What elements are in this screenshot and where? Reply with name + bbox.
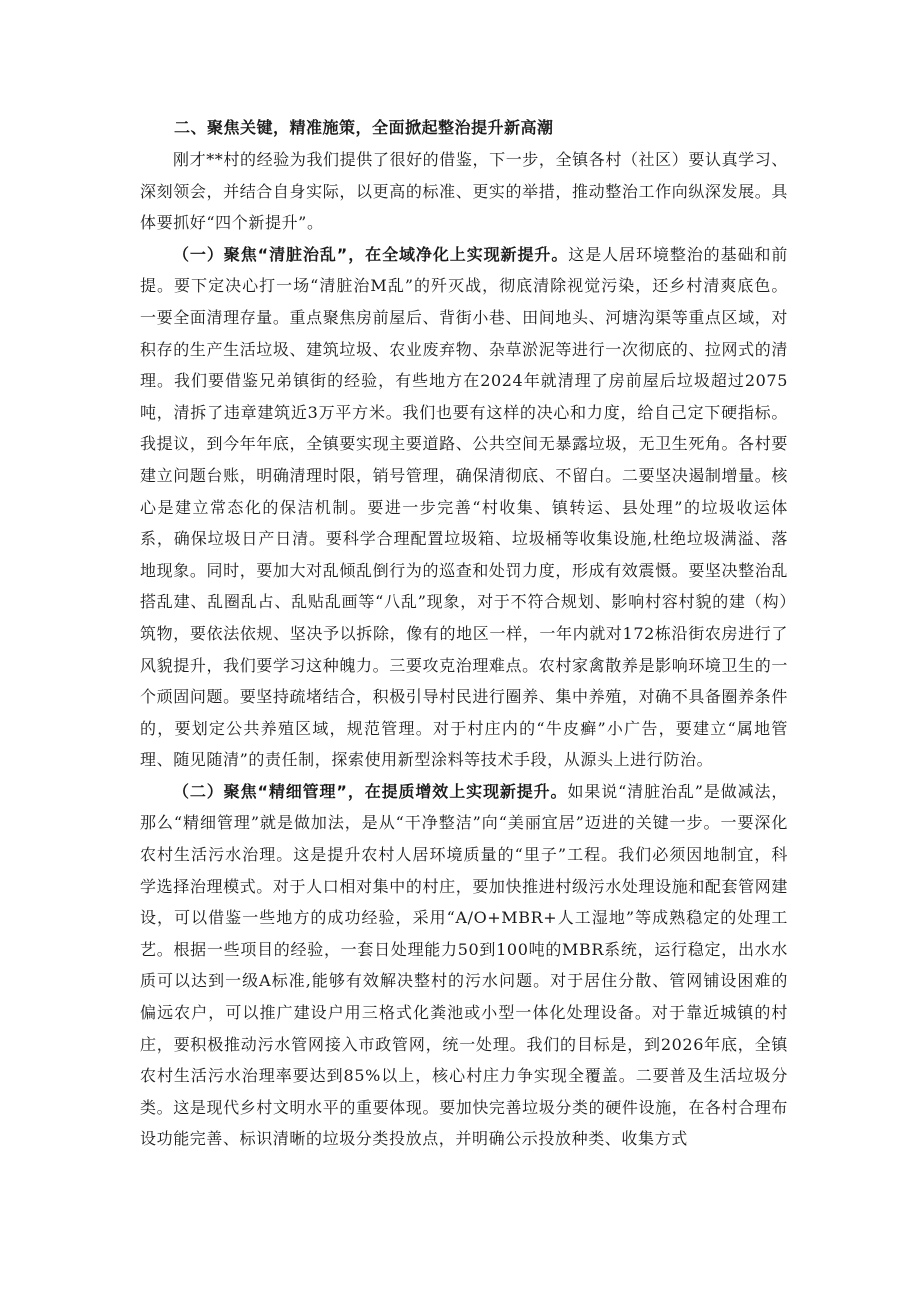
section1-paragraph xyxy=(140,239,788,776)
section2-lead: （二）聚焦“精细管理”，在提质增效上实现新提升。 xyxy=(173,781,568,801)
section1-lead: （一）聚焦“清脏治乱”，在全域净化上实现新提升。 xyxy=(173,244,569,264)
section2-paragraph xyxy=(140,776,788,1155)
document-page xyxy=(140,112,788,1155)
intro-paragraph: 刚才**村的经验为我们提供了很好的借鉴，下一步，全镇各村（社区）要认真学习、深刻领会，并结合自身实际，以更高的标准、更实的举措，推动整治工作向纵深发展。具体要抓好“四个新提升”。 xyxy=(140,150,788,233)
section2-body: 如果说“清脏治乱”是做减法，那么“精细管理”就是做加法，是从“干净整洁”向“美丽宜居”迈进的关键一步。一要深化农村生活污水治理。这是提升农村人居环境质量的“里子”工程。我们必须因地制宜，科学选择治理模式。对于人口相对集中的村庄，要加快推进村级污水处理设施和配套管网建设，可以借鉴一些地方的成功经验，采用“A/O+MBR+人工湿地”等成熟稳定的处理工艺。根据一些项目的经验，一套日处理能力50到100吨的MBR系统，运行稳定，出水水质可以达到一级A标准,能够有效解决整村的污水问题。对于居住分散、管网铺设困难的偏远农户，可以推广建设户用三格式化粪池或小型一体化处理设备。对于靠近城镇的村庄，要积极推动污水管网接入市政管网，统一处理。我们的目标是，到2026年底，全镇农村生活污水治理率要达到85%以上，核心村庄力争实现全覆盖。二要普及生活垃圾分类。这是现代乡村文明水平的重要体现。要加快完善垃圾分类的硬件设施，在各村合理布设功能完善、标识清晰的垃圾分类投放点，并明确公示投放种类、收集方式 xyxy=(140,781,788,1149)
section-heading: 二、聚焦关键，精准施策，全面掀起整治提升新高潮 xyxy=(174,118,554,137)
section1-body: 这是人居环境整治的基础和前提。要下定决心打一场“清脏治M乱”的歼灭战，彻底清除视觉污染，还乡村清爽底色。一要全面清理存量。重点聚焦房前屋后、背街小巷、田间地头、河塘沟渠等重点区域，对积存的生产生活垃圾、建筑垃圾、农业废弃物、杂草淤泥等进行一次彻底的、拉网式的清理。我们要借鉴兄弟镇街的经验，有些地方在2024年就清理了房前屋后垃圾超过2075吨，清拆了违章建筑近3万平方米。我们也要有这样的决心和力度，给自己定下硬指标。我提议，到今年年底，全镇要实现主要道路、公共空间无暴露垃圾，无卫生死角。各村要建立问题台账，明确清理时限，销号管理，确保清彻底、不留白。二要坚决遏制增量。核心是建立常态化的保洁机制。要进一步完善“村收集、镇转运、县处理”的垃圾收运体系，确保垃圾日产日清。要科学合理配置垃圾箱、垃圾桶等收集设施,杜绝垃圾满溢、落地现象。同时，要加大对乱倾乱倒行为的巡查和处罚力度，形成有效震慑。要坚决整治乱搭乱建、乱圈乱占、乱贴乱画等“八乱”现象，对于不符合规划、影响村容村貌的建（构）筑物，要依法依规、坚决予以拆除，像有的地区一样，一年内就对172栋沿街农房进行了风貌提升，我们要学习这种魄力。三要攻克治理难点。农村家禽散养是影响环境卫生的一个顽固问题。要坚持疏堵结合，积极引导村民进行圈养、集中养殖，对确不具备圈养条件的，要划定公共养殖区域，规范管理。对于村庄内的“牛皮癣”小广告，要建立“属地管理、随见随清”的责任制，探索使用新型涂料等技术手段，从源头上进行防治。 xyxy=(140,244,788,770)
